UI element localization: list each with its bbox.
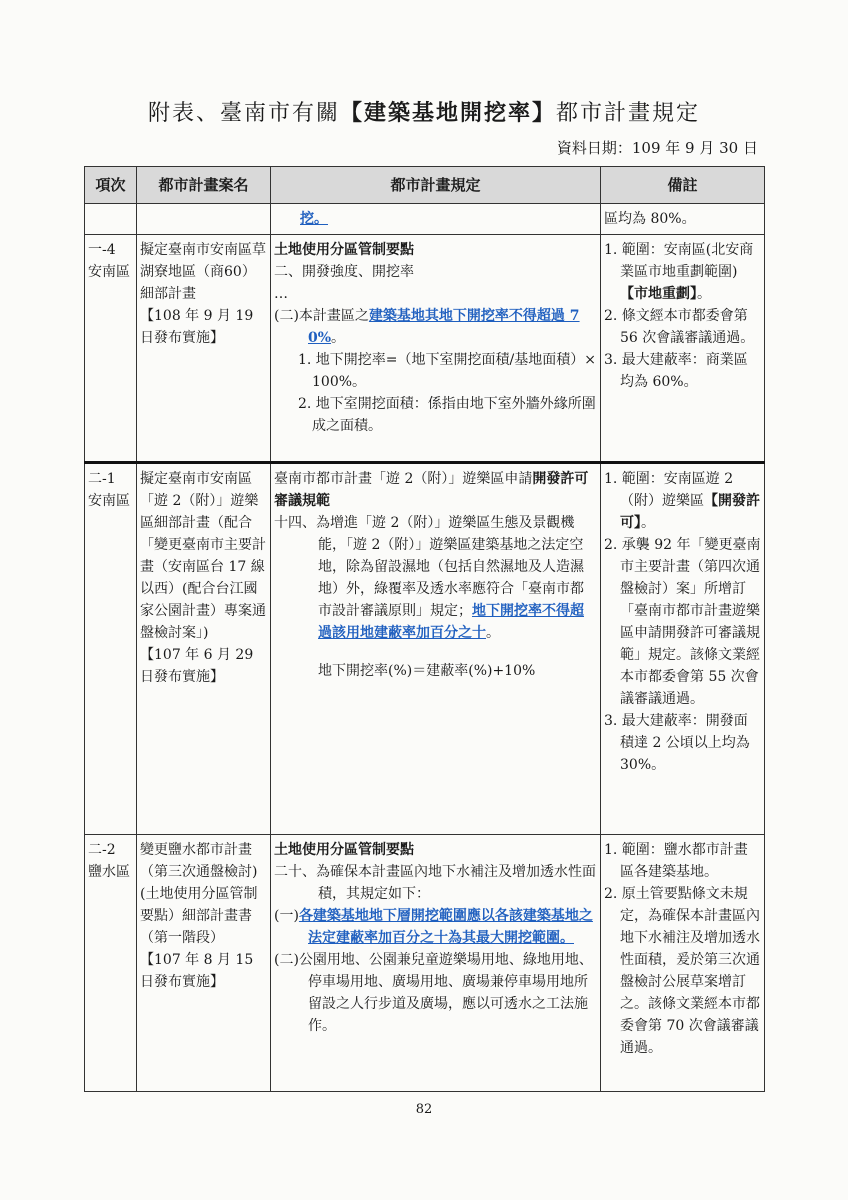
title-prefix: 附表、臺南市有關 [147,101,340,126]
remark-item [604,239,761,305]
cell-regulation [271,835,601,1092]
heading-bold: 開發許可審議規範 [274,471,589,509]
regulation-clause: 二十、為確保本計畫區內地下水補注及增加透水性面積，其規定如下： [274,864,596,902]
regulation-subclause: 1. 地下開挖率=（地下室開挖面積/基地面積）×100%。 [298,352,596,390]
remark-item: 2. 原土管要點條文未規定，為確保本計畫區內地下水補注及增加透水性面積，爰於第三次通盤檢討公展草案增訂之。該條文業經本市都委會第 70 次會議審議通過。 [604,886,760,1056]
regulation-subclause: (二)公園用地、公園兼兒童遊樂場用地、綠地用地、停車場用地、廣場用地、廣場兼停車場用地所留設之人行步道及廣場，應以可透水之工法施作。 [274,952,593,1034]
table-row [85,463,765,835]
data-date: 資料日期：109 年 9 月 30 日 [556,139,758,157]
cell-item [85,235,137,463]
regulation-continuation: 挖。 [300,211,328,227]
remark-continuation: 區均為 80%。 [604,211,696,227]
cell-item [85,835,137,1092]
item-district: 安南區 [88,493,130,509]
table-row [85,235,765,463]
remark-item: 2. 條文經本市都委會第 56 次會議審議通過。 [604,308,755,346]
cell-plan-name [137,835,271,1092]
cell-regulation [271,235,601,463]
remark-item [604,468,761,534]
page-title [0,96,848,127]
item-number: 二-2 [88,842,116,858]
title-emphasis: 【建築基地開挖率】 [339,100,556,126]
regulation-formula: 地下開挖率(%)＝建蔽率(%)+10% [318,663,536,679]
header-remarks: 備註 [601,167,765,204]
remark-item: 3. 最大建蔽率：商業區均為 60%。 [604,352,748,390]
plan-name: 變更鹽水都市計畫（第三次通盤檢討)(土地使用分區管制要點）細部計畫書（第一階段） [140,842,258,946]
remark-item: 3. 最大建蔽率：開發面積達 2 公頃以上均為 30%。 [604,713,750,773]
item-number: 二-1 [88,471,116,487]
cell-regulation [271,463,601,835]
cell-regulation [271,204,601,235]
clause-text: 十四、為增進「遊 2（附）」遊樂區生態及景觀機能，「遊 2（附）」遊樂區建築基地之法定空地，除為留設濕地（包括自然濕地及人造濕地）外，綠覆率及透水率應符合「臺南市都市設計審議原則」規定； [274,515,584,619]
remark-bold: 【開發許可】 [620,493,760,531]
clause-highlight: 建築基地其地下開挖率不得超過 70% [308,308,580,346]
regulation-heading: 土地使用分區管制要點 [274,242,414,258]
item-district: 鹽水區 [88,864,130,880]
regulation-line: 二、開發強度、開挖率 [274,264,414,280]
page-number: 82 [415,1102,433,1117]
regulation-heading: 土地使用分區管制要點 [274,842,414,858]
clause-highlight: 各建築基地地下層開挖範圍應以各該建築基地之法定建蔽率加百分之十為其最大開挖範圍。 [298,908,593,946]
cell-item [85,204,137,235]
clause-highlight: 地下開挖率不得超過該用地建蔽率加百分之十 [318,603,584,641]
plan-date: 【108 年 9 月 19 日發布實施】 [140,308,254,346]
plan-name: 擬定臺南市安南區草湖寮地區（商60）細部計畫 [140,242,266,302]
regulation-ellipsis: … [274,286,288,302]
regulation-clause [274,512,597,644]
remark-text: 1. 範圍：安南區(北安商業區市地重劃範圍) [604,242,754,280]
title-suffix: 都市計畫規定 [556,101,701,126]
remark-bold: 【市地重劃】 [620,286,697,302]
regulation-subclause [274,905,597,949]
header-regulation: 都市計畫規定 [271,167,601,204]
remark-text: 1. 範圍：安南區遊 2（附）遊樂區 [604,471,734,509]
cell-plan-name [137,204,271,235]
header-plan-name: 都市計畫案名 [137,167,271,204]
regulation-subclause: 2. 地下室開挖面積：係指由地下室外牆外緣所圍成之面積。 [298,396,596,434]
plan-name: 擬定臺南市安南區「遊 2（附）」遊樂區細部計畫（配合「變更臺南市主要計畫（安南區台 17 線以西）(配合台江國家公園計畫）專案通盤檢討案」) [140,471,266,641]
regulation-table [84,166,765,1092]
cell-item [85,463,137,835]
cell-remarks [601,204,765,235]
regulation-heading [274,468,597,512]
cell-remarks [601,835,765,1092]
cell-remarks [601,235,765,463]
header-item: 項次 [85,167,137,204]
item-number: 一-4 [88,242,116,258]
table-row [85,204,765,235]
item-district: 安南區 [88,264,130,280]
clause-text: (二)本計畫區之 [274,308,369,324]
table-row [85,835,765,1092]
cell-remarks [601,463,765,835]
cell-plan-name [137,463,271,835]
regulation-clause [274,305,597,349]
heading-text: 臺南市都市計畫「遊 2（附）」遊樂區申請 [274,471,533,487]
clause-text: (一) [274,908,299,924]
clause-end: 。 [331,330,346,346]
table-header-row [85,167,765,204]
remark-end: 。 [697,286,711,302]
cell-plan-name [137,235,271,463]
remark-item: 1. 範圍：鹽水都市計畫區各建築基地。 [604,842,748,880]
plan-date: 【107 年 6 月 29 日發布實施】 [140,647,254,685]
clause-end: 。 [486,625,500,641]
remark-item: 2. 承襲 92 年「變更臺南市主要計畫（第四次通盤檢討）案」所增訂「臺南市都市計畫遊樂區申請開發許可審議規範」規定。該條文業經本市都委會第 55 次會議審議通過。 [604,537,761,707]
remark-end: 。 [641,515,655,531]
plan-date: 【107 年 8 月 15 日發布實施】 [140,952,254,990]
